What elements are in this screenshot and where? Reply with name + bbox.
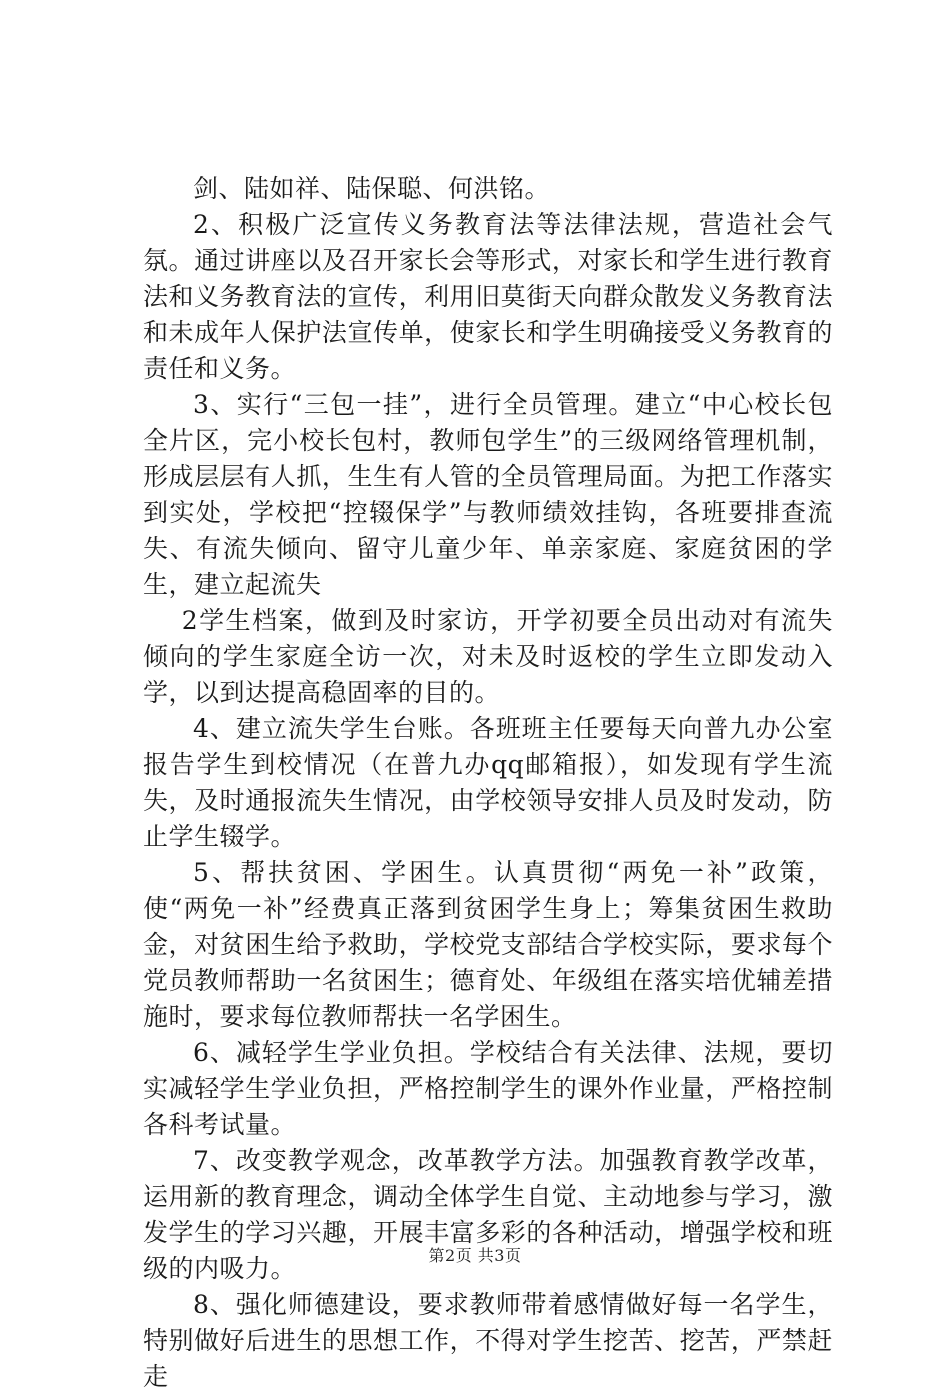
paragraph-4: 2学生档案，做到及时家访，开学初要全员出动对有流失倾向的学生家庭全访一次，对未及时返校的学生立即发动入学，以到达提高稳固率的目的。 [143, 606, 833, 707]
document-body [143, 171, 833, 1395]
paragraph-1: 剑、陆如祥、陆保聪、何洪铭。 [193, 174, 551, 203]
page-number-footer: 第2页 共3页 [428, 1246, 522, 1265]
paragraph-7: 6、减轻学生学业负担。学校结合有关法律、法规，要切实减轻学生学业负担，严格控制学生的课外作业量，严格控制各科考试量。 [143, 1038, 833, 1139]
paragraph-3: 3、实行“三包一挂”，进行全员管理。建立“中心校长包全片区，完小校长包村，教师包学生”的三级网络管理机制，形成层层有人抓，生生有人管的全员管理局面。为把工作落实到实处，学校把“控辍保学”与教师绩效挂钩，各班要排查流失、有流失倾向、留守儿童少年、单亲家庭、家庭贫困的学生，建立起流失 [143, 390, 833, 599]
paragraph-5: 4、建立流失学生台账。各班班主任要每天向普九办公室报告学生到校情况（在普九办qq邮箱报），如发现有学生流失，及时通报流失生情况，由学校领导安排人员及时发动，防止学生辍学。 [143, 714, 833, 851]
paragraph-8: 7、改变教学观念，改革教学方法。加强教育教学改革，运用新的教育理念，调动全体学生自觉、主动地参与学习，激发学生的学习兴趣，开展丰富多彩的各种活动，增强学校和班级的内吸力。 [143, 1146, 833, 1283]
paragraph-9: 8、强化师德建设，要求教师带着感情做好每一名学生，特别做好后进生的思想工作，不得对学生挖苦、挖苦，严禁赶走 [143, 1290, 833, 1391]
paragraph-6: 5、帮扶贫困、学困生。认真贯彻“两免一补”政策，使“两免一补”经费真正落到贫困学生身上；筹集贫困生救助金，对贫困生给予救助，学校党支部结合学校实际，要求每个党员教师帮助一名贫困生；德育处、年级组在落实培优辅差措施时，要求每位教师帮扶一名学困生。 [143, 858, 833, 1031]
paragraph-2: 2、积极广泛宣传义务教育法等法律法规，营造社会气氛。通过讲座以及召开家长会等形式，对家长和学生进行教育法和义务教育法的宣传，利用旧莫街天向群众散发义务教育法和未成年人保护法宣传单，使家长和学生明确接受义务教育的责任和义务。 [143, 210, 833, 383]
